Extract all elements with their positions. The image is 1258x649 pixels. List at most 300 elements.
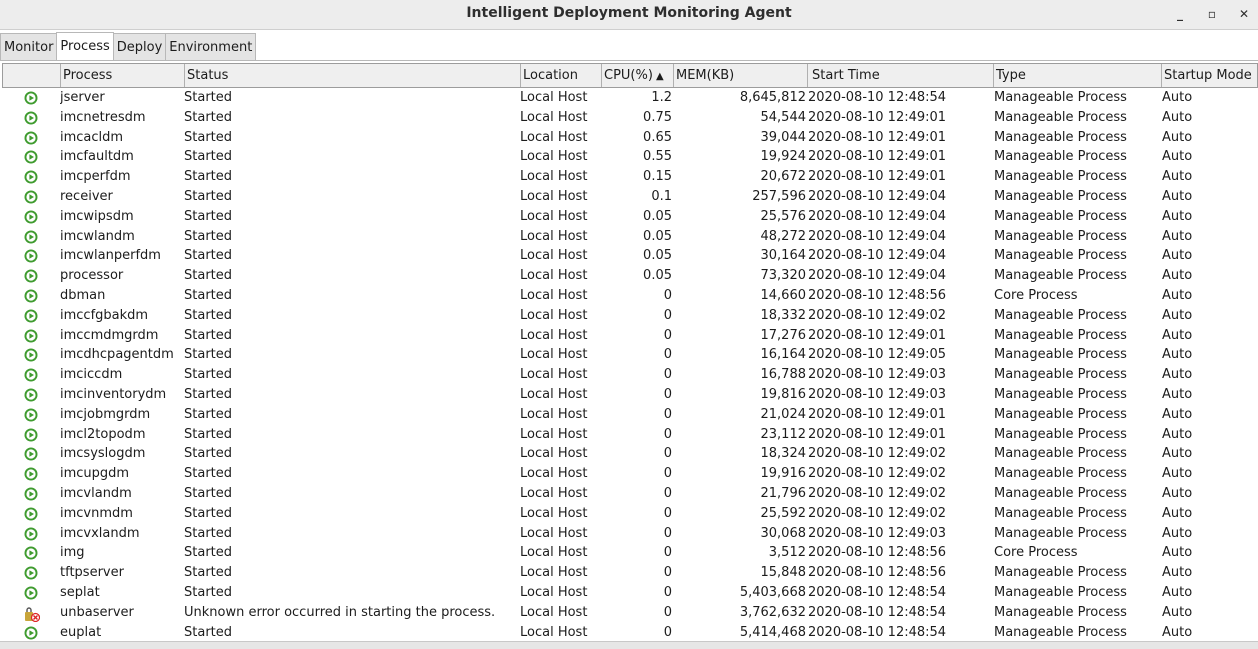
cell-mem: 20,672 <box>760 169 806 185</box>
cell-mem: 16,164 <box>760 347 806 363</box>
process-running-icon <box>24 91 38 105</box>
cell-start: 2020-08-10 12:49:01 <box>808 149 947 165</box>
column-header-icon[interactable] <box>3 64 61 87</box>
cell-process: dbman <box>60 287 106 303</box>
cell-type: Manageable Process <box>994 386 1127 402</box>
cell-start: 2020-08-10 12:48:54 <box>808 604 947 620</box>
process-running-icon <box>24 150 38 164</box>
table-row[interactable] <box>2 187 1258 207</box>
cell-location: Local Host <box>520 188 588 204</box>
cell-mem: 16,788 <box>760 367 806 383</box>
cell-type: Manageable Process <box>994 109 1127 125</box>
table-row[interactable] <box>2 286 1258 306</box>
cell-status: Started <box>184 505 233 521</box>
cell-location: Local Host <box>520 169 588 185</box>
cell-mode: Auto <box>1162 169 1193 185</box>
process-running-icon <box>24 190 38 204</box>
table-row[interactable] <box>2 385 1258 405</box>
maximize-button[interactable]: ▫ <box>1207 7 1217 21</box>
cell-location: Local Host <box>520 367 588 383</box>
cell-cpu: 0.55 <box>643 149 672 165</box>
cell-mem: 54,544 <box>760 109 806 125</box>
cell-start: 2020-08-10 12:49:02 <box>808 485 947 501</box>
table-row[interactable] <box>2 246 1258 266</box>
cell-status: Started <box>184 327 233 343</box>
cell-type: Manageable Process <box>994 149 1127 165</box>
cell-start: 2020-08-10 12:48:54 <box>808 624 947 640</box>
table-row[interactable] <box>2 504 1258 524</box>
cell-cpu: 0.05 <box>643 248 672 264</box>
cell-type: Core Process <box>994 287 1078 303</box>
cell-status: Started <box>184 268 233 284</box>
cell-type: Manageable Process <box>994 485 1127 501</box>
process-running-icon <box>24 170 38 184</box>
cell-mem: 73,320 <box>760 268 806 284</box>
cell-mem: 257,596 <box>752 188 806 204</box>
cell-process: tftpserver <box>60 565 124 581</box>
cell-start: 2020-08-10 12:49:01 <box>808 169 947 185</box>
cell-process: imciccdm <box>60 367 123 383</box>
cell-location: Local Host <box>520 624 588 640</box>
cell-status: Started <box>184 347 233 363</box>
table-row[interactable] <box>2 266 1258 286</box>
cell-location: Local Host <box>520 208 588 224</box>
cell-cpu: 0 <box>663 466 672 482</box>
cell-cpu: 0 <box>663 307 672 323</box>
cell-start: 2020-08-10 12:48:56 <box>808 545 947 561</box>
process-running-icon <box>24 487 38 501</box>
cell-mem: 5,403,668 <box>739 584 806 600</box>
cell-cpu: 0.05 <box>643 268 672 284</box>
process-running-icon <box>24 566 38 580</box>
cell-mode: Auto <box>1162 90 1193 105</box>
cell-location: Local Host <box>520 446 588 462</box>
cell-mem: 3,512 <box>768 545 806 561</box>
minimize-button[interactable]: _ <box>1177 7 1183 21</box>
cell-cpu: 0 <box>663 545 672 561</box>
cell-mem: 3,762,632 <box>739 604 806 620</box>
cell-mode: Auto <box>1162 149 1193 165</box>
cell-status: Started <box>184 90 233 105</box>
cell-location: Local Host <box>520 149 588 165</box>
table-row[interactable] <box>2 128 1258 148</box>
process-running-icon <box>24 269 38 283</box>
cell-mode: Auto <box>1162 485 1193 501</box>
cell-location: Local Host <box>520 287 588 303</box>
cell-location: Local Host <box>520 426 588 442</box>
table-row[interactable] <box>2 147 1258 167</box>
cell-status: Started <box>184 248 233 264</box>
process-running-icon <box>24 309 38 323</box>
cell-mem: 30,164 <box>760 248 806 264</box>
cell-cpu: 0 <box>663 287 672 303</box>
cell-start: 2020-08-10 12:49:01 <box>808 426 947 442</box>
cell-start: 2020-08-10 12:49:04 <box>808 208 947 224</box>
cell-mem: 25,576 <box>760 208 806 224</box>
cell-status: Started <box>184 485 233 501</box>
cell-process: imccmdmgrdm <box>60 327 159 343</box>
cell-location: Local Host <box>520 228 588 244</box>
process-running-icon <box>24 348 38 362</box>
cell-mode: Auto <box>1162 208 1193 224</box>
table-row[interactable] <box>2 583 1258 603</box>
cell-location: Local Host <box>520 505 588 521</box>
cell-status: Started <box>184 545 233 561</box>
column-header-mem[interactable]: MEM(KB) <box>674 64 808 87</box>
cell-location: Local Host <box>520 268 588 284</box>
cell-location: Local Host <box>520 109 588 125</box>
cell-mem: 21,024 <box>760 406 806 422</box>
cell-start: 2020-08-10 12:48:54 <box>808 584 947 600</box>
cell-location: Local Host <box>520 604 588 620</box>
cell-process: unbaserver <box>60 604 134 620</box>
process-table <box>2 63 1258 642</box>
cell-cpu: 0.75 <box>643 109 672 125</box>
cell-cpu: 0.1 <box>651 188 672 204</box>
cell-mem: 23,112 <box>760 426 806 442</box>
column-header-startup-mode[interactable]: Startup Mode <box>1164 68 1252 83</box>
cell-status: Started <box>184 287 233 303</box>
cell-mem: 19,816 <box>760 386 806 402</box>
cell-start: 2020-08-10 12:49:03 <box>808 386 947 402</box>
cell-type: Manageable Process <box>994 584 1127 600</box>
cell-cpu: 0.65 <box>643 129 672 145</box>
table-row[interactable] <box>2 88 1258 108</box>
cell-location: Local Host <box>520 406 588 422</box>
cell-cpu: 0 <box>663 624 672 640</box>
cell-start: 2020-08-10 12:49:04 <box>808 188 947 204</box>
cell-status: Unknown error occurred in starting the process. <box>184 604 496 620</box>
table-row[interactable] <box>2 444 1258 464</box>
table-row[interactable] <box>2 405 1258 425</box>
cell-location: Local Host <box>520 545 588 561</box>
cell-start: 2020-08-10 12:48:54 <box>808 90 947 105</box>
cell-status: Started <box>184 188 233 204</box>
table-row[interactable] <box>2 524 1258 544</box>
cell-cpu: 0 <box>663 386 672 402</box>
cell-mem: 18,324 <box>760 446 806 462</box>
table-row[interactable] <box>2 306 1258 326</box>
tab-process[interactable]: Process <box>56 32 113 60</box>
cell-mem: 8,645,812 <box>739 90 806 105</box>
table-body <box>2 88 1258 642</box>
cell-mem: 18,332 <box>760 307 806 323</box>
cell-type: Manageable Process <box>994 466 1127 482</box>
cell-type: Manageable Process <box>994 406 1127 422</box>
cell-type: Manageable Process <box>994 565 1127 581</box>
cell-process: imcperfdm <box>60 169 131 185</box>
cell-status: Started <box>184 367 233 383</box>
cell-type: Manageable Process <box>994 188 1127 204</box>
column-header-location[interactable]: Location <box>521 64 602 87</box>
cell-process: imcjobmgrdm <box>60 406 151 422</box>
column-header-cpu[interactable]: CPU(%) ▲ <box>602 64 674 87</box>
cell-mode: Auto <box>1162 505 1193 521</box>
cell-process: imcwlandm <box>60 228 135 244</box>
cell-mode: Auto <box>1162 248 1193 264</box>
cell-status: Started <box>184 386 233 402</box>
cell-mode: Auto <box>1162 386 1193 402</box>
cell-mode: Auto <box>1162 307 1193 323</box>
cell-cpu: 0 <box>663 347 672 363</box>
table-row[interactable] <box>2 227 1258 247</box>
cell-process: imcwlanperfdm <box>60 248 161 264</box>
cell-mem: 25,592 <box>760 505 806 521</box>
table-row[interactable] <box>2 365 1258 385</box>
cell-mode: Auto <box>1162 287 1193 303</box>
cell-process: imcl2topodm <box>60 426 146 442</box>
cell-type: Manageable Process <box>994 208 1127 224</box>
tab-environment[interactable]: Environment <box>165 33 256 60</box>
cell-start: 2020-08-10 12:49:05 <box>808 347 947 363</box>
process-running-icon <box>24 546 38 560</box>
process-running-icon <box>24 249 38 263</box>
cell-mode: Auto <box>1162 129 1193 145</box>
cell-location: Local Host <box>520 525 588 541</box>
cell-start: 2020-08-10 12:49:04 <box>808 268 947 284</box>
cell-type: Manageable Process <box>994 426 1127 442</box>
cell-mode: Auto <box>1162 109 1193 125</box>
process-running-icon <box>24 447 38 461</box>
column-header-type[interactable]: Type <box>994 64 1162 87</box>
process-running-icon <box>24 230 38 244</box>
cell-mode: Auto <box>1162 367 1193 383</box>
cell-mem: 39,044 <box>760 129 806 145</box>
process-running-icon <box>24 329 38 343</box>
cell-mode: Auto <box>1162 406 1193 422</box>
cell-cpu: 0.15 <box>643 169 672 185</box>
cell-process: imcvlandm <box>60 485 132 501</box>
sort-ascending-icon: ▲ <box>655 71 664 82</box>
cell-mem: 48,272 <box>760 228 806 244</box>
table-row[interactable] <box>2 345 1258 365</box>
table-row[interactable] <box>2 623 1258 643</box>
cell-status: Started <box>184 466 233 482</box>
cell-status: Started <box>184 525 233 541</box>
cell-type: Manageable Process <box>994 624 1127 640</box>
cell-cpu: 0 <box>663 327 672 343</box>
cell-process: imcupgdm <box>60 466 130 482</box>
process-running-icon <box>24 131 38 145</box>
cell-start: 2020-08-10 12:49:01 <box>808 129 947 145</box>
cell-mode: Auto <box>1162 268 1193 284</box>
cell-cpu: 0.05 <box>643 208 672 224</box>
cell-mode: Auto <box>1162 188 1193 204</box>
cell-process: imcwipsdm <box>60 208 134 224</box>
process-running-icon <box>24 210 38 224</box>
table-header <box>2 63 1258 88</box>
cell-mode: Auto <box>1162 446 1193 462</box>
cell-mem: 19,924 <box>760 149 806 165</box>
process-running-icon <box>24 626 38 640</box>
cell-type: Manageable Process <box>994 248 1127 264</box>
table-row[interactable] <box>2 326 1258 346</box>
cell-process: euplat <box>60 624 102 640</box>
cell-cpu: 0 <box>663 485 672 501</box>
cell-start: 2020-08-10 12:49:03 <box>808 525 947 541</box>
cell-type: Manageable Process <box>994 307 1127 323</box>
cell-type: Manageable Process <box>994 446 1127 462</box>
column-header-status[interactable]: Status <box>185 64 521 87</box>
process-running-icon <box>24 467 38 481</box>
cell-mem: 21,796 <box>760 485 806 501</box>
cell-status: Started <box>184 149 233 165</box>
cell-start: 2020-08-10 12:48:56 <box>808 565 947 581</box>
table-row[interactable] <box>2 603 1258 623</box>
process-running-icon <box>24 289 38 303</box>
cell-start: 2020-08-10 12:49:02 <box>808 307 947 323</box>
cell-type: Manageable Process <box>994 367 1127 383</box>
cell-status: Started <box>184 208 233 224</box>
cell-location: Local Host <box>520 327 588 343</box>
cell-status: Started <box>184 307 233 323</box>
tab-deploy[interactable]: Deploy <box>113 33 167 60</box>
cell-mode: Auto <box>1162 584 1193 600</box>
table-row[interactable] <box>2 108 1258 128</box>
cell-process: imcsyslogdm <box>60 446 146 462</box>
cell-process: imcdhcpagentdm <box>60 347 174 363</box>
cell-cpu: 0 <box>663 426 672 442</box>
cell-mode: Auto <box>1162 525 1193 541</box>
table-row[interactable] <box>2 167 1258 187</box>
cell-status: Started <box>184 169 233 185</box>
cell-type: Manageable Process <box>994 604 1127 620</box>
cell-location: Local Host <box>520 584 588 600</box>
process-running-icon <box>24 388 38 402</box>
process-running-icon <box>24 111 38 125</box>
cell-location: Local Host <box>520 386 588 402</box>
cell-mode: Auto <box>1162 604 1193 620</box>
cell-mode: Auto <box>1162 426 1193 442</box>
cell-process: imcvnmdm <box>60 505 133 521</box>
cell-mem: 17,276 <box>760 327 806 343</box>
cell-type: Manageable Process <box>994 228 1127 244</box>
cell-location: Local Host <box>520 307 588 323</box>
cell-type: Manageable Process <box>994 347 1127 363</box>
process-error-icon <box>24 606 38 620</box>
cell-start: 2020-08-10 12:49:01 <box>808 109 947 125</box>
cell-cpu: 0.05 <box>643 228 672 244</box>
cell-mem: 14,660 <box>760 287 806 303</box>
cell-status: Started <box>184 584 233 600</box>
cell-start: 2020-08-10 12:48:56 <box>808 287 947 303</box>
cell-start: 2020-08-10 12:49:01 <box>808 327 947 343</box>
cell-location: Local Host <box>520 347 588 363</box>
cell-cpu: 0 <box>663 406 672 422</box>
cell-location: Local Host <box>520 565 588 581</box>
cell-start: 2020-08-10 12:49:01 <box>808 406 947 422</box>
cell-start: 2020-08-10 12:49:02 <box>808 466 947 482</box>
cell-mode: Auto <box>1162 228 1193 244</box>
cell-status: Started <box>184 228 233 244</box>
cell-process: imcacldm <box>60 129 124 145</box>
cell-cpu: 1.2 <box>651 90 672 105</box>
cell-type: Manageable Process <box>994 169 1127 185</box>
cell-mem: 5,414,468 <box>739 624 806 640</box>
table-row[interactable] <box>2 563 1258 583</box>
cell-cpu: 0 <box>663 565 672 581</box>
cell-mode: Auto <box>1162 347 1193 363</box>
process-running-icon <box>24 428 38 442</box>
cell-process: imcinventorydm <box>60 386 167 402</box>
tab-monitor[interactable]: Monitor <box>0 33 57 60</box>
cell-type: Core Process <box>994 545 1078 561</box>
process-running-icon <box>24 507 38 521</box>
cell-location: Local Host <box>520 129 588 145</box>
table-row[interactable] <box>2 425 1258 445</box>
cell-status: Started <box>184 129 233 145</box>
cell-cpu: 0 <box>663 446 672 462</box>
cell-mode: Auto <box>1162 565 1193 581</box>
close-button[interactable]: ✕ <box>1238 7 1250 21</box>
cell-process: img <box>60 545 85 561</box>
table-row[interactable] <box>2 484 1258 504</box>
table-row[interactable] <box>2 543 1258 563</box>
cell-process: imcnetresdm <box>60 109 146 125</box>
cell-process: imccfgbakdm <box>60 307 149 323</box>
table-row[interactable] <box>2 464 1258 484</box>
cell-mode: Auto <box>1162 466 1193 482</box>
cell-status: Started <box>184 565 233 581</box>
column-header-process[interactable]: Process <box>61 64 185 87</box>
cell-process: imcvxlandm <box>60 525 140 541</box>
process-running-icon <box>24 368 38 382</box>
window-titlebar <box>0 0 1258 30</box>
cell-process: receiver <box>60 188 113 204</box>
table-row[interactable] <box>2 207 1258 227</box>
process-running-icon <box>24 408 38 422</box>
cell-cpu: 0 <box>663 505 672 521</box>
cell-status: Started <box>184 109 233 125</box>
cell-type: Manageable Process <box>994 268 1127 284</box>
cell-mem: 15,848 <box>760 565 806 581</box>
cell-start: 2020-08-10 12:49:04 <box>808 228 947 244</box>
cell-location: Local Host <box>520 90 588 105</box>
window-title: Intelligent Deployment Monitoring Agent <box>466 5 792 21</box>
cell-start: 2020-08-10 12:49:02 <box>808 446 947 462</box>
cell-start: 2020-08-10 12:49:04 <box>808 248 947 264</box>
process-panel <box>0 60 1258 648</box>
cell-process: imcfaultdm <box>60 149 134 165</box>
cell-cpu: 0 <box>663 584 672 600</box>
process-running-icon <box>24 527 38 541</box>
cell-location: Local Host <box>520 248 588 264</box>
cell-type: Manageable Process <box>994 327 1127 343</box>
cell-location: Local Host <box>520 485 588 501</box>
cell-status: Started <box>184 426 233 442</box>
cell-start: 2020-08-10 12:49:02 <box>808 505 947 521</box>
cell-cpu: 0 <box>663 367 672 383</box>
cell-type: Manageable Process <box>994 90 1127 105</box>
cell-cpu: 0 <box>663 604 672 620</box>
cell-mem: 30,068 <box>760 525 806 541</box>
cell-type: Manageable Process <box>994 505 1127 521</box>
process-running-icon <box>24 586 38 600</box>
cell-type: Manageable Process <box>994 129 1127 145</box>
cell-location: Local Host <box>520 466 588 482</box>
cell-process: jserver <box>60 90 105 105</box>
cell-status: Started <box>184 406 233 422</box>
cell-status: Started <box>184 446 233 462</box>
cell-type: Manageable Process <box>994 525 1127 541</box>
cell-process: processor <box>60 268 124 284</box>
column-header-start-time[interactable]: Start Time <box>808 64 994 87</box>
cell-mode: Auto <box>1162 327 1193 343</box>
cell-process: seplat <box>60 584 100 600</box>
cell-mode: Auto <box>1162 545 1193 561</box>
tab-bar <box>0 33 255 61</box>
cell-mode: Auto <box>1162 624 1193 640</box>
